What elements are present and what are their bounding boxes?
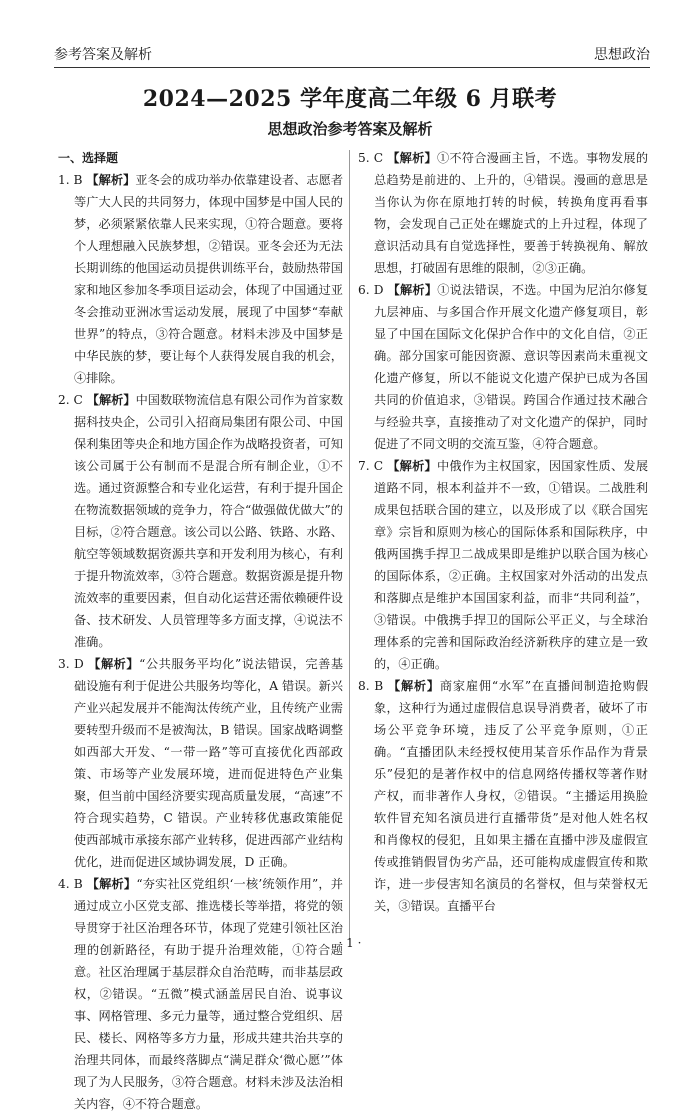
answer-item-8 xyxy=(358,675,648,917)
answer-item-1 xyxy=(58,169,343,389)
answer-number: 4. B xyxy=(58,877,83,891)
answer-text: 亚冬会的成功举办依靠建设者、志愿者等广大人民的共同努力，体现中国梦是中国人民的梦，必须紧紧依靠人民来实现，①符合题意。要将个人理想融入民族梦想，②错误。亚冬会还为无法长期训练的他国运动员提供训练平台，鼓励热带国家和地区参加冬季项目运动会，体现了中国通过亚冬会推动亚洲冰雪运动发展，展现了中国梦“奉献世界”的特点，③符合题意。材料未涉及中国梦是中华民族的梦，要让每个人获得发展自我的机会，④排除。 xyxy=(74,173,344,385)
answer-text: 中国数联物流信息有限公司作为首家数据科技央企，公司引入招商局集团有限公司、中国保利集团等央企和地方国企作为战略投资者，可知该公司属于公有制而不是混合所有制企业，①不选。通过资源整合和专业化运营，有利于提升国企在物流数据领域的竞争力，符合“做强做优做大”的目标，②符合题意。该公司以公路、铁路、水路、航空等领域数据资源共享和开发利用为核心，有利于提升物流效率，③符合题意。数据资源是提升物流效率的重要因素，但自动化运营还需依赖硬件设备、技术研发、人员管理等多方面支撑，④说法不准确。 xyxy=(74,393,344,649)
answer-number: 5. C xyxy=(358,151,384,165)
page-number: · 1 · xyxy=(338,936,362,950)
answer-number: 3. D xyxy=(58,657,84,671)
answer-text: ①不符合漫画主旨，不选。事物发展的总趋势是前进的、上升的，④错误。漫画的意思是当你认为你在原地打转的时候，转换角度再看事物，会发现自己正处在螺旋式的上升过程，体现了意识活动具有自觉选择性，要善于转换视角、解放思想，打破固有思维的限制，②③正确。 xyxy=(374,151,649,275)
analysis-tag: 【解析】 xyxy=(387,283,438,297)
answer-number: 1. B xyxy=(58,173,83,187)
analysis-tag: 【解析】 xyxy=(86,877,137,891)
analysis-tag: 【解析】 xyxy=(86,173,136,187)
answer-text: “夯实社区党组织‘一核’统领作用”，并通过成立小区党支部、推选楼长等举措，将党的领导贯穿于社区治理各环节，体现了党建引领社区治理的创新路径，有助于提升治理效能，①符合题意。社区治理属于基层群众自治范畴，而非基层政权，②错误。“五微”模式涵盖居民自治、说事议事、网格管理、多元力量等，通过整合党组织、居民、楼长、网格等多方力量，形成共建共治共享的治理共同体，而最终落脚点“满足群众‘微心愿’”体现了为人民服务，③符合题意。材料未涉及法治相关内容，④不符合题意。 xyxy=(74,877,343,1111)
analysis-tag: 【解析】 xyxy=(387,459,437,473)
answer-item-7 xyxy=(358,455,648,675)
answer-text: ①说法错误，不选。中国为尼泊尔修复九层神庙、与多国合作开展文化遗产修复项目，彰显了中国在国际文化保护合作中的文化自信，②正确。部分国家可能因资源、意识等因素尚未重视文化遗产修复，所以不能说文化遗产保护已成为各国共同的价值追求，③错误。跨国合作通过技术融合与经验共享，直接推动了对文化遗产的保护，同时促进了不同文明的交流互鉴，④符合题意。 xyxy=(374,283,649,451)
left-column xyxy=(58,147,343,1115)
answer-item-4 xyxy=(58,873,343,1115)
section-heading: 一、选择题 xyxy=(58,151,119,165)
header-rule xyxy=(54,67,650,68)
answer-text: 中俄作为主权国家，因国家性质、发展道路不同，根本利益并不一致，①错误。二战胜利成果包括联合国的建立，以及形成了以《联合国宪章》宗旨和原则为核心的国际体系和国际秩序，中俄两国携手捍卫二战成果即是维护以联合国为核心的国际体系，②正确。主权国家对外活动的出发点和落脚点是维护本国国家利益，而非“共同利益”，③错误。中俄携手捍卫的国际公平正义，与全球治理体系的完善和国际政治经济新秩序的建立是一致的，④正确。 xyxy=(374,459,649,671)
answer-text: “公共服务平均化”说法错误，完善基础设施有利于促进公共服务均等化，A 错误。新兴产业兴起发展并不能淘汰传统产业，且传统产业需要转型升级而不是被淘汰，B 错误。国家战略调整如西部大开发、“一带一路”等可直接优化西部政策、市场等产业发展环境，进而促进特色产业集聚，但当前中国经济要实现高质量发展，“高速”不符合现实趋势，C 错误。产业转移优惠政策能促使西部城市承接东部产业转移，促进西部产业结构优化，进而促进区域协调发展，D 正确。 xyxy=(74,657,344,869)
right-column xyxy=(358,147,648,917)
answer-item-6 xyxy=(358,279,648,455)
answer-item-5 xyxy=(358,147,648,279)
answer-number: 6. D xyxy=(358,283,384,297)
analysis-tag: 【解析】 xyxy=(387,679,440,693)
analysis-tag: 【解析】 xyxy=(387,151,437,165)
answer-item-3 xyxy=(58,653,343,873)
header-subject: 思想政治 xyxy=(594,47,650,63)
page-title: 2024—2025 学年度高二年级 6 月联考 xyxy=(142,86,558,112)
analysis-tag: 【解析】 xyxy=(88,657,140,671)
answer-number: 2. C xyxy=(58,393,83,407)
answer-text: 商家雇佣“水军”在直播间制造抢购假象，这种行为通过虚假信息误导消费者，破坏了市场公平竞争环境，违反了公平竞争原则，①正确。“直播团队未经授权使用某音乐作品作为背景乐”侵犯的是著作权中的信息网络传播权等著作财产权，而非著作人身权，②错误。“主播运用换脸软件冒充知名演员进行直播带货”是对他人姓名权和肖像权的侵犯，且如果主播在直播中涉及虚假宣传或推销假冒伪劣产品，还可能构成虚假宣传和欺诈，进一步侵害知名演员的名誉权，但与荣誉权无关，③错误。直播平台 xyxy=(374,679,649,913)
answer-item-2 xyxy=(58,389,343,653)
header-doc-type: 参考答案及解析 xyxy=(54,47,152,63)
page-header xyxy=(54,44,650,66)
column-divider xyxy=(349,150,350,940)
analysis-tag: 【解析】 xyxy=(86,393,136,407)
answer-number: 8. B xyxy=(358,679,384,693)
answer-number: 7. C xyxy=(358,459,384,473)
page-subtitle: 思想政治参考答案及解析 xyxy=(267,120,433,138)
